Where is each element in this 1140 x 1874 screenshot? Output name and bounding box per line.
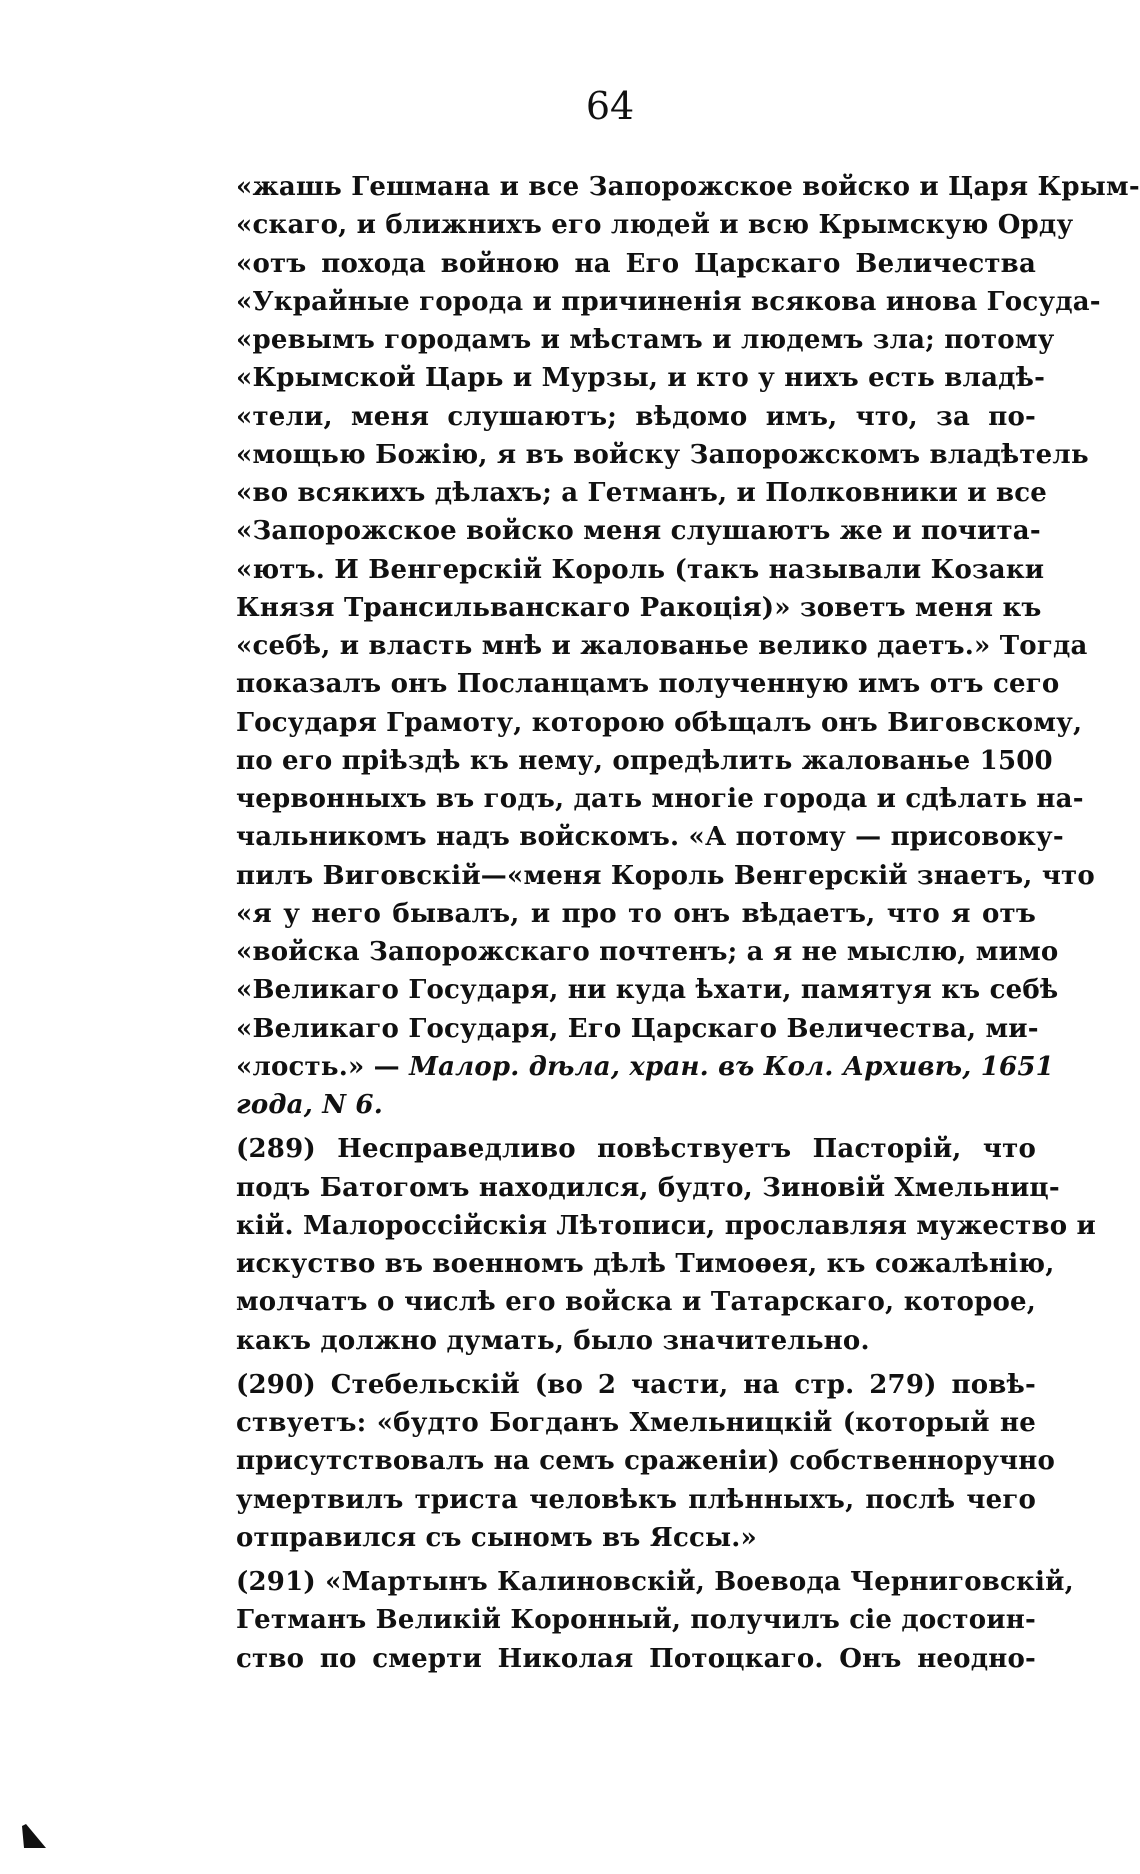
text-line [236, 1442, 1056, 1480]
text-line [236, 1048, 1054, 1086]
text-line [236, 1563, 1074, 1601]
text-line [236, 245, 1036, 283]
text-line [236, 1169, 1060, 1207]
line-text: Государя Грамоту, которою обѣщалъ онъ Виговскому, [236, 707, 1083, 738]
line-text: «войска Запорожскаго почтенъ; а я не мыслю, мимо [236, 937, 1059, 967]
line-text: показалъ онъ Посланцамъ полученную имъ отъ сего [236, 669, 1060, 700]
text-line [236, 933, 1059, 971]
line-text: отправился съ сыномъ въ Яссы.» [236, 1522, 757, 1553]
text-line [236, 512, 1041, 550]
text-line [236, 971, 1059, 1009]
line-citation: Малор. дѣла, хран. въ Кол. Архивѣ, 1651 [409, 1051, 1054, 1082]
line-text: кій. Малороссійскія Лѣтописи, прославляя мужество и [236, 1210, 1097, 1241]
line-text: ство по смерти Николая Потоцкаго. Онъ неодно- [236, 1643, 1036, 1674]
line-text: «скаго, и ближнихъ его людей и всю Крымскую Орду [236, 210, 1074, 241]
text-line [236, 398, 1036, 436]
text-line [236, 436, 1089, 474]
text-line [236, 1010, 1039, 1048]
line-text: «отъ похода войною на Его Царскаго Величества [236, 248, 1036, 279]
line-text: подъ Батогомъ находился, будто, Зиновій Хмельниц- [236, 1172, 1060, 1203]
text-line [236, 589, 1042, 627]
line-text: «тели, меня слушаютъ; вѣдомо имъ, что, за по- [236, 401, 1036, 432]
line-text: «ютъ. И Венгерскій Король (такъ называли Козаки [236, 554, 1045, 585]
line-text: по его пріѣздѣ къ нему, опредѣлить жалованье 1500 [236, 745, 1053, 776]
page-number: 64 [585, 84, 635, 128]
line-text: ствуетъ: «будто Богданъ Хмельницкій (который не [236, 1408, 1036, 1438]
line-text: (289) Несправедливо повѣствуетъ Пасторій, что [236, 1134, 1036, 1165]
line-text: умертвилъ триста человѣкъ плѣнныхъ, послѣ чего [236, 1484, 1036, 1515]
text-line [236, 780, 1084, 818]
line-text: (291) «Мартынъ Калиновскій, Воевода Черниговскій, [236, 1567, 1074, 1597]
line-text: молчатъ о числѣ его войска и Татарскаго, которое, [236, 1287, 1036, 1318]
text-line [236, 1086, 1036, 1124]
line-text: какъ должно думать, было значительно. [236, 1325, 870, 1356]
line-text: искуство въ военномъ дѣлѣ Тимоѳея, къ сожалѣнію, [236, 1249, 1055, 1279]
line-text: «Крымской Царь и Мурзы, и кто у нихъ есть владѣ- [236, 363, 1046, 394]
text-line [236, 1481, 1036, 1519]
line-text: «я у него бывалъ, и про то онъ вѣдаетъ, что я отъ [236, 898, 1036, 929]
line-text: «ревымъ городамъ и мѣстамъ и людемъ зла; потому [236, 325, 1055, 355]
text-line [236, 818, 1064, 856]
line-text: червонныхъ въ годъ, дать многіе города и сдѣлать на- [236, 784, 1084, 814]
text-line [236, 704, 1083, 742]
line-text: присутствовалъ на семъ сраженіи) собственноручно [236, 1446, 1056, 1477]
line-text: «Великаго Государя, Его Царскаго Величества, ми- [236, 1013, 1039, 1044]
line-text: «жашь Гешмана и все Запорожское войско и Царя Крым- [236, 172, 1140, 202]
line-text: «мощью Божію, я въ войску Запорожскомъ владѣтель [236, 439, 1089, 470]
text-line [236, 359, 1046, 397]
line-text: «Запорожское войско меня слушаютъ же и почита- [236, 516, 1041, 547]
body-text [236, 168, 1140, 1678]
text-line [236, 283, 1101, 321]
text-line [236, 321, 1055, 359]
text-line [236, 742, 1053, 780]
text-line [236, 857, 1095, 895]
line-text: «лость.» — [236, 1051, 410, 1082]
text-line [236, 1207, 1097, 1245]
line-text: «Великаго Государя, ни куда ѣхати, памятуя къ себѣ [236, 975, 1059, 1006]
text-line [236, 1601, 1036, 1639]
text-line [236, 551, 1045, 589]
text-line [236, 1130, 1036, 1168]
line-citation: года, N 6. [236, 1090, 383, 1120]
text-line [236, 1366, 1036, 1404]
line-text: Князя Трансильванскаго Ракоція)» зоветъ меня къ [236, 592, 1042, 623]
line-text: чальникомъ надъ войскомъ. «А потому — присовоку- [236, 822, 1064, 853]
line-text: «Украйные города и причиненія всякова инова Госуда- [236, 286, 1101, 317]
text-line [236, 1404, 1036, 1442]
text-line [236, 168, 1140, 206]
line-text: пилъ Виговскій—«меня Король Венгерскій знаетъ, что [236, 860, 1095, 891]
text-line [236, 895, 1036, 933]
text-line [236, 1245, 1055, 1283]
text-line [236, 1640, 1036, 1678]
text-line [236, 1519, 1036, 1557]
line-text: (290) Стебельскій (во 2 части, на стр. 279) повѣ- [236, 1369, 1036, 1400]
text-line [236, 1283, 1036, 1321]
line-text: Гетманъ Великій Коронный, получилъ сіе достоин- [236, 1605, 1036, 1636]
text-line [236, 665, 1060, 703]
text-line [236, 474, 1048, 512]
line-text: «себѣ, и власть мнѣ и жалованье велико даетъ.» Тогда [236, 631, 1088, 661]
line-text: «во всякихъ дѣлахъ; а Гетманъ, и Полковники и все [236, 478, 1048, 508]
text-line [236, 627, 1088, 665]
text-line [236, 206, 1074, 244]
text-line [236, 1322, 1036, 1360]
scan-corner-mark [20, 1822, 48, 1850]
